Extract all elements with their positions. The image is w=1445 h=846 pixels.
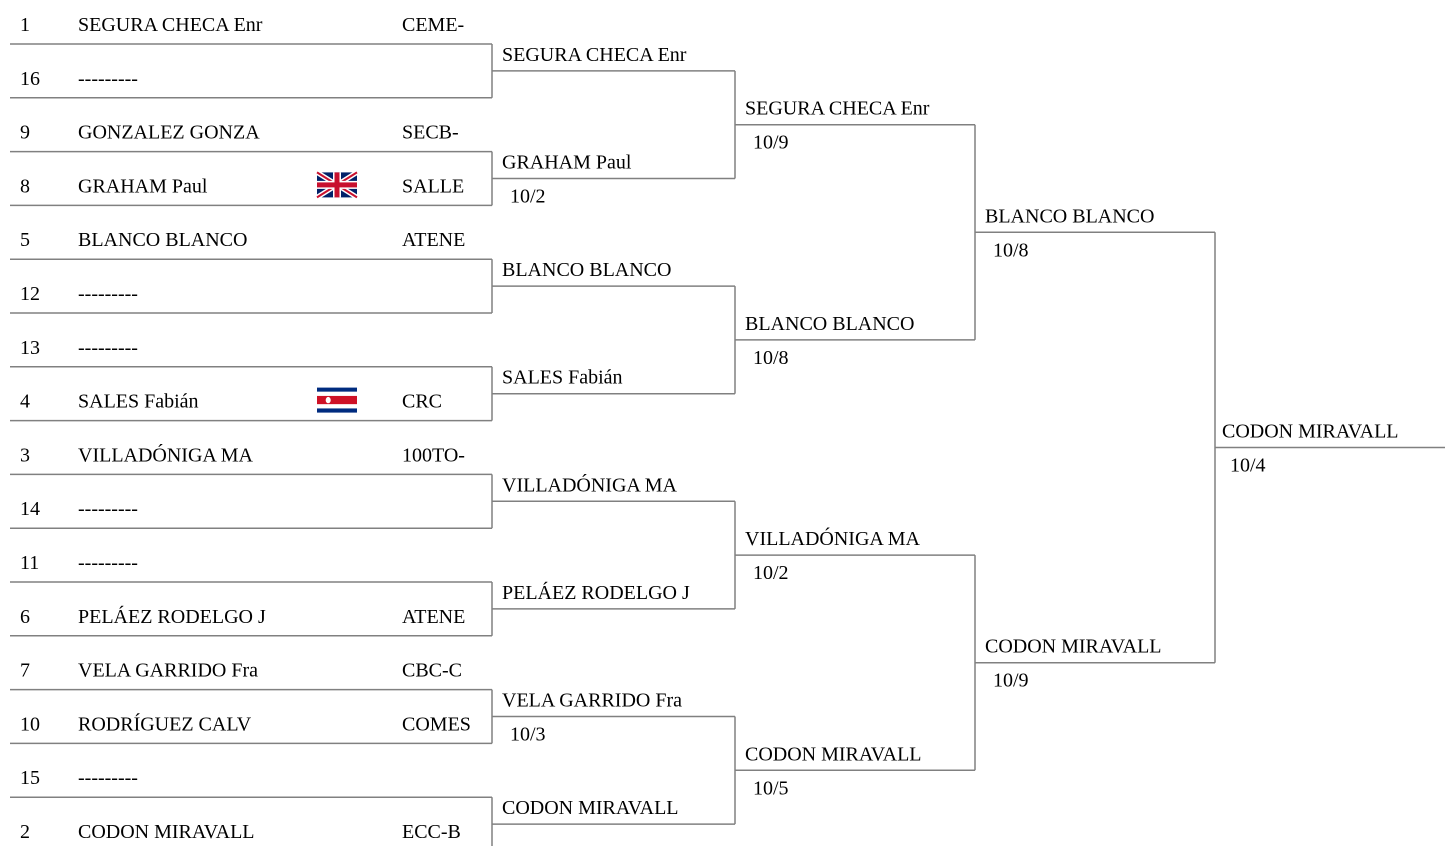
costa-rica-flag-icon	[317, 388, 357, 413]
round2-winner-name: VELA GARRIDO Fra	[502, 689, 682, 712]
round4-winner-name: BLANCO BLANCO	[985, 205, 1155, 228]
round3-score: 10/2	[753, 562, 789, 585]
player-name: VELA GARRIDO Fra	[78, 659, 258, 682]
round2-winner-name: BLANCO BLANCO	[502, 259, 672, 282]
player-name: GONZALEZ GONZA	[78, 121, 260, 144]
final-score: 10/4	[1230, 454, 1266, 477]
player-club: CEME-	[402, 14, 465, 36]
round3-winner-name: SEGURA CHECA Enr	[745, 97, 930, 120]
player-seed: 13	[20, 336, 40, 359]
player-seed: 12	[20, 283, 40, 305]
round4-score: 10/8	[993, 239, 1029, 262]
player-name: VILLADÓNIGA MA	[78, 444, 253, 467]
player-club: ECC-B	[402, 821, 461, 843]
player-seed: 8	[20, 175, 30, 198]
flag-part	[317, 388, 357, 392]
round3-winner-name: BLANCO BLANCO	[745, 312, 915, 335]
player-name: SALES Fabián	[78, 390, 199, 413]
player-name: RODRÍGUEZ CALV	[78, 713, 252, 736]
player-club: COMES	[402, 713, 471, 736]
flag-part	[317, 392, 357, 396]
player-seed: 16	[20, 67, 40, 90]
round2-winner-name: CODON MIRAVALL	[502, 797, 679, 820]
round2-winner-name: SEGURA CHECA Enr	[502, 43, 687, 66]
round2-score: 10/3	[510, 723, 546, 746]
player-seed: 3	[20, 444, 30, 467]
round3-winner-name: CODON MIRAVALL	[745, 743, 922, 766]
player-seed: 6	[20, 605, 30, 628]
player-club: 100TO-	[402, 444, 465, 467]
player-club: SALLE	[402, 175, 465, 198]
round2-winner-name: PELÁEZ RODELGO J	[502, 581, 690, 604]
player-seed: 10	[20, 713, 40, 736]
round2-winner-name: VILLADÓNIGA MA	[502, 474, 677, 497]
player-name: PELÁEZ RODELGO J	[78, 605, 266, 628]
player-seed: 4	[20, 390, 30, 413]
player-name: ---------	[78, 767, 138, 790]
player-seed: 15	[20, 767, 40, 790]
flag-part	[326, 397, 331, 403]
player-seed: 14	[20, 498, 40, 521]
flag-part	[317, 396, 357, 404]
player-club: ATENE	[402, 605, 466, 628]
player-name: CODON MIRAVALL	[78, 821, 255, 843]
player-name: ---------	[78, 283, 138, 305]
player-seed: 11	[20, 552, 40, 574]
player-seed: 5	[20, 229, 30, 252]
round3-score: 10/9	[753, 131, 789, 154]
uk-flag-icon	[317, 172, 357, 197]
round3-score: 10/8	[753, 346, 789, 369]
player-seed: 9	[20, 121, 30, 144]
player-club: SECB-	[402, 121, 459, 144]
flag-part	[317, 408, 357, 412]
player-seed: 7	[20, 659, 30, 682]
player-name: ---------	[78, 67, 138, 90]
round4-score: 10/9	[993, 669, 1029, 692]
round2-winner-name: GRAHAM Paul	[502, 151, 632, 174]
player-name: SEGURA CHECA Enr	[78, 14, 263, 36]
round3-score: 10/5	[753, 777, 789, 800]
round2-winner-name: SALES Fabián	[502, 366, 623, 389]
player-name: ---------	[78, 336, 138, 359]
player-seed: 1	[20, 14, 30, 36]
player-seed: 2	[20, 821, 30, 843]
round4-winner-name: CODON MIRAVALL	[985, 635, 1162, 658]
flag-part	[317, 182, 357, 187]
player-name: GRAHAM Paul	[78, 175, 208, 198]
champion-name: CODON MIRAVALL	[1222, 420, 1399, 443]
round2-score: 10/2	[510, 185, 546, 208]
player-club: CRC	[402, 390, 443, 413]
player-club: ATENE	[402, 229, 466, 252]
player-name: BLANCO BLANCO	[78, 229, 248, 252]
flag-part	[317, 404, 357, 408]
player-name: ---------	[78, 552, 138, 574]
player-club: CBC-C	[402, 659, 463, 682]
round3-winner-name: VILLADÓNIGA MA	[745, 528, 920, 551]
player-name: ---------	[78, 498, 138, 521]
